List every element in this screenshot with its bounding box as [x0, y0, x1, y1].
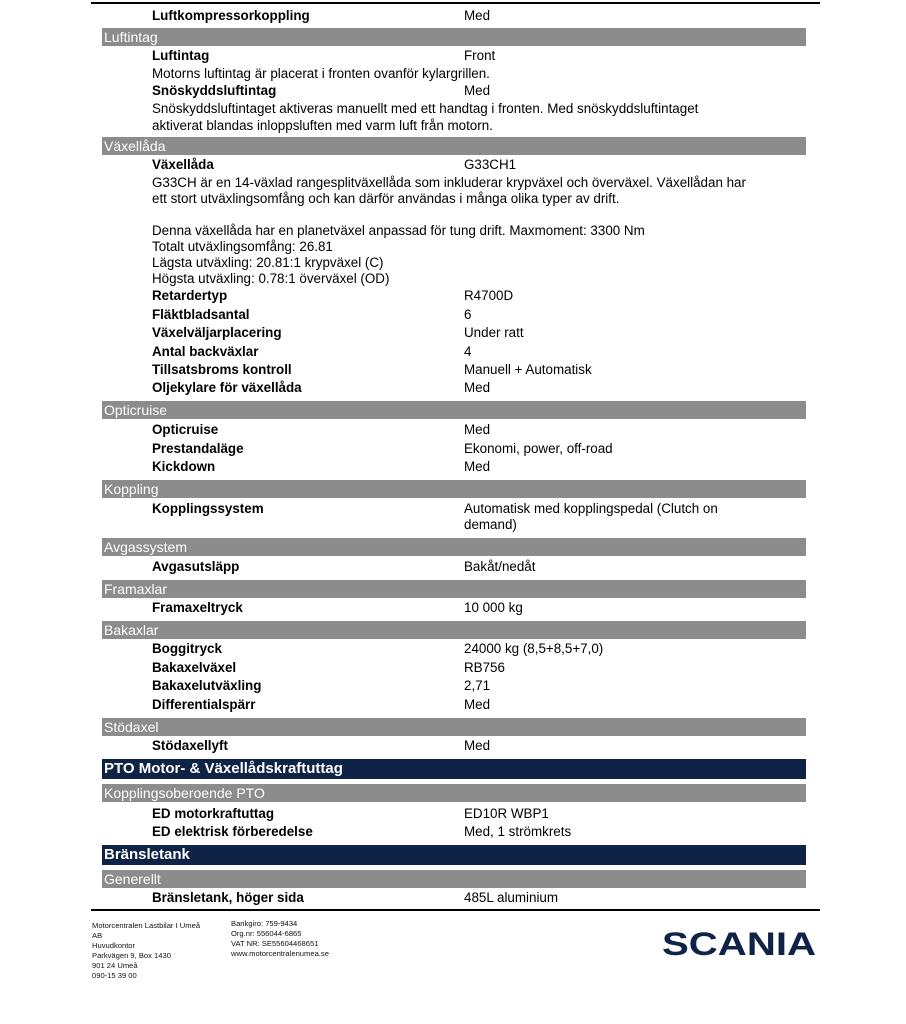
- row-label: Avgasutsläpp: [152, 559, 240, 574]
- footer-company: Motorcentralen Lastbilar I Umeå: [92, 921, 201, 930]
- top-rule: [91, 2, 820, 4]
- row-label: Fläktbladsantal: [152, 307, 250, 322]
- row-value: Ekonomi, power, off-road: [464, 441, 613, 456]
- row-value: Front: [464, 48, 496, 63]
- row-value: 4: [464, 344, 472, 359]
- description-text: Motorns luftintag är placerat i fronten ovanför kylargrillen.: [152, 66, 490, 81]
- row-value: Med: [464, 738, 491, 753]
- row-value: Med: [464, 697, 491, 712]
- footer-company: AB: [92, 931, 103, 940]
- description-text: Lägsta utväxling: 20.81:1 krypväxel (C): [152, 255, 384, 270]
- section-header-framaxlar: Framaxlar: [102, 580, 806, 598]
- description-text: aktiverat blandas inloppsluften med varm luft från motorn.: [152, 118, 493, 133]
- row-label: ED motorkraftuttag: [152, 806, 275, 821]
- section-header-luftintag: Luftintag: [102, 28, 806, 46]
- footer-postal: 901 24 Umeå: [92, 961, 138, 970]
- row-label: ED elektrisk förberedelse: [152, 824, 313, 839]
- row-value: 2,71: [464, 678, 491, 693]
- section-header-stodaxel: Stödaxel: [102, 718, 806, 736]
- section-header-avgassystem: Avgassystem: [102, 538, 806, 556]
- row-value: Med: [464, 459, 491, 474]
- row-label: Framaxeltryck: [152, 600, 243, 615]
- row-label: Snöskyddsluftintag: [152, 83, 277, 98]
- scania-logo-text: SCANIA: [662, 929, 816, 959]
- row-value: Med: [464, 8, 491, 23]
- footer-orgnr: Org.nr: 556044-6865: [231, 929, 302, 938]
- row-label: Bränsletank, höger sida: [152, 890, 304, 905]
- row-label: Differentialspärr: [152, 697, 256, 712]
- row-value: Med, 1 strömkrets: [464, 824, 572, 839]
- row-value: Automatisk med kopplingspedal (Clutch on demand): [464, 501, 718, 532]
- description-text: ett stort utväxlingsomfång och kan därför användas i många olika typer av drift.: [152, 191, 620, 206]
- footer-office: Huvudkontor: [92, 941, 136, 950]
- row-value: ED10R WBP1: [464, 806, 549, 821]
- section-header-opticruise: Opticruise: [102, 401, 806, 419]
- row-value: G33CH1: [464, 157, 517, 172]
- row-value: Med: [464, 83, 491, 98]
- description-text: G33CH är en 14-växlad rangesplitväxellåda som inkluderar krypväxel och överväxel. Växellådan har: [152, 175, 746, 190]
- section-header-koppling: Koppling: [102, 480, 806, 498]
- row-label: Bakaxelväxel: [152, 660, 237, 675]
- row-label: Växelväljarplacering: [152, 325, 282, 340]
- row-value: 6: [464, 307, 472, 322]
- row-label: Tillsatsbroms kontroll: [152, 362, 292, 377]
- footer-vatnr: VAT NR: SE55604468651: [231, 939, 319, 948]
- description-text: Totalt utväxlingsomfång: 26.81: [152, 239, 333, 254]
- row-label: Antal backväxlar: [152, 344, 259, 359]
- row-label: Kickdown: [152, 459, 216, 474]
- row-value: Med: [464, 422, 491, 437]
- section-header-bakaxlar: Bakaxlar: [102, 621, 806, 639]
- row-value: Bakåt/nedåt: [464, 559, 536, 574]
- footer-bankgiro: Bankgiro: 759-9434: [231, 919, 298, 928]
- row-value: Under ratt: [464, 325, 524, 340]
- row-value: Med: [464, 380, 491, 395]
- scania-logo: [662, 929, 818, 959]
- row-label: Luftintag: [152, 48, 210, 63]
- description-text: Högsta utväxling: 0.78:1 överväxel (OD): [152, 271, 390, 286]
- row-value: 10 000 kg: [464, 600, 523, 615]
- row-label: Växellåda: [152, 157, 214, 172]
- footer-rule: [91, 909, 820, 911]
- major-header-pto: PTO Motor- & Växellådskraftuttag: [102, 759, 806, 779]
- description-text: Denna växellåda har en planetväxel anpassad för tung drift. Maxmoment: 3300 Nm: [152, 223, 645, 238]
- section-header-generellt: Generellt: [102, 870, 806, 888]
- major-header-bransletank: Bränsletank: [102, 845, 806, 865]
- row-label: Opticruise: [152, 422, 219, 437]
- row-label: Oljekylare för växellåda: [152, 380, 302, 395]
- row-label: Bakaxelutväxling: [152, 678, 262, 693]
- section-header-kopplingsoberoende-pto: Kopplingsoberoende PTO: [102, 784, 806, 802]
- row-value: RB756: [464, 660, 505, 675]
- row-value: R4700D: [464, 288, 514, 303]
- footer-address: Parkvägen 9, Box 1430: [92, 951, 171, 960]
- row-label: Prestandaläge: [152, 441, 244, 456]
- row-label: Luftkompressorkoppling: [152, 8, 310, 23]
- footer-website: www.motorcentralenumea.se: [231, 949, 329, 958]
- row-label: Boggitryck: [152, 641, 222, 656]
- row-label: Kopplingssystem: [152, 501, 264, 516]
- row-label: Stödaxellyft: [152, 738, 228, 753]
- footer-phone: 090-15 39 00: [92, 971, 137, 980]
- row-value: Manuell + Automatisk: [464, 362, 592, 377]
- row-value: 485L aluminium: [464, 890, 559, 905]
- row-label: Retardertyp: [152, 288, 228, 303]
- section-header-vaxellada: Växellåda: [102, 137, 806, 155]
- row-value: 24000 kg (8,5+8,5+7,0): [464, 641, 604, 656]
- description-text: Snöskyddsluftintaget aktiveras manuellt med ett handtag i fronten. Med snöskyddsluftintaget: [152, 101, 699, 116]
